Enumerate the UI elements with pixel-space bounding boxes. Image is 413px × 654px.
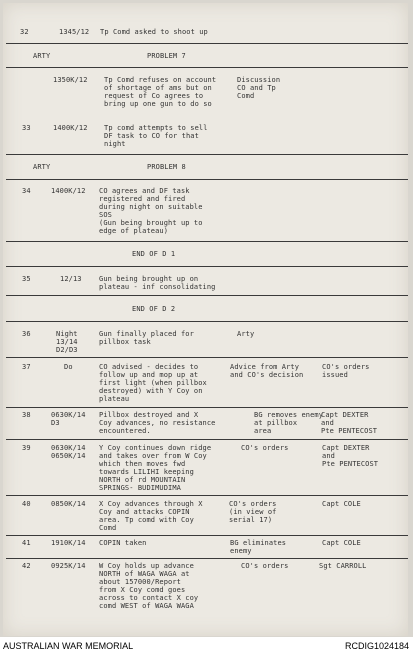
time-cell: 0630K/14 0650K/14 — [51, 444, 86, 460]
time-cell: 1345/12 — [59, 28, 90, 36]
time-cell: Night 13/14 D2/D3 — [56, 330, 78, 354]
event-cell: Gun finally placed for pillbox task — [99, 330, 194, 346]
serial-number: 39 — [22, 444, 31, 452]
end-marker: END OF D 2 — [132, 305, 176, 313]
serial-number: 38 — [22, 411, 31, 419]
action-cell: BG eliminates enemy — [230, 539, 287, 555]
serial-number: 35 — [22, 275, 31, 283]
serial-number: 36 — [22, 330, 31, 338]
event-cell: Gun being brought up on plateau - inf consolidating — [99, 275, 216, 291]
section-label: ARTY — [33, 163, 51, 171]
event-cell: Tp Comd asked to shoot up — [100, 28, 208, 36]
event-cell: X Coy advances through X Coy and attacks COPIN area. Tp comd with Coy Comd — [99, 500, 203, 532]
by-whom-cell: Capt DEXTER and Pte PENTECOST — [321, 411, 378, 435]
section-label: ARTY — [33, 52, 51, 60]
action-cell: CO's orders — [241, 562, 289, 570]
time-cell: 1910K/14 — [51, 539, 86, 547]
action-cell: Arty — [237, 330, 255, 338]
row-divider — [6, 495, 408, 496]
serial-number: 40 — [22, 500, 31, 508]
action-cell: Advice from Arty and CO's decision — [230, 363, 304, 379]
time-cell: 0925K/14 — [51, 562, 86, 570]
by-whom-cell: Capt COLE — [322, 539, 361, 547]
time-cell: 0630K/14 D3 — [51, 411, 86, 427]
serial-number: 41 — [22, 539, 31, 547]
by-whom-cell: Capt DEXTER and Pte PENTECOST — [322, 444, 379, 468]
end-marker: END OF D 1 — [132, 250, 176, 258]
serial-number: 34 — [22, 187, 31, 195]
by-whom-cell: Capt COLE — [322, 500, 361, 508]
time-cell: 0850K/14 — [51, 500, 86, 508]
event-cell: Tp Comd refuses on account of shortage of ams but on request of Co agrees to bring up one gun to do so — [104, 76, 217, 108]
row-divider — [6, 266, 408, 267]
event-cell: Pillbox destroyed and X Coy advances, no resistance encountered. — [99, 411, 216, 435]
event-cell: Tp comd attempts to sell DF task to CO for that night — [104, 124, 208, 148]
time-cell: 1350K/12 — [53, 76, 88, 84]
event-cell: CO advised - decides to follow up and mop up at first light (when pillbox destroyed) with Y Coy on plateau — [99, 363, 207, 403]
serial-number: 33 — [22, 124, 31, 132]
event-cell: Y Coy continues down ridge and takes over from W Coy which then moves fwd towards LILIHI keeping NORTH of rd MOUNTAIN SPRINGS- BUDIMUDIMA — [99, 444, 212, 492]
time-cell: Do — [64, 363, 73, 371]
row-divider — [6, 43, 408, 44]
document-page — [3, 3, 408, 636]
action-cell: BG removes enemy at pillbox area — [254, 411, 324, 435]
row-divider — [6, 179, 408, 180]
event-cell: W Coy holds up advance NORTH of WAGA WAGA at about 157000/Report from X Coy comd goes across to contact X coy comd WEST of WAGA WAGA — [99, 562, 199, 610]
row-divider — [6, 67, 408, 68]
serial-number: 42 — [22, 562, 31, 570]
row-divider — [6, 321, 408, 322]
action-cell: CO's orders (in view of serial 17) — [229, 500, 277, 524]
row-divider — [6, 535, 408, 536]
archive-footer — [0, 637, 413, 654]
archive-reference: RCDIG1024184 — [344, 641, 409, 651]
problem-heading: PROBLEM 7 — [147, 52, 186, 60]
time-cell: 1400K/12 — [51, 187, 86, 195]
row-divider — [6, 558, 408, 559]
archive-source-label: AUSTRALIAN WAR MEMORIAL — [3, 641, 134, 651]
row-divider — [6, 154, 408, 155]
time-cell: 1400K/12 — [53, 124, 88, 132]
time-cell: 12/13 — [60, 275, 82, 283]
by-whom-cell: Sgt CARROLL — [319, 562, 367, 570]
row-divider — [6, 241, 408, 242]
event-cell: CO agrees and DF task registered and fired during night on suitable SOS (Gun being brought up to edge of plateau) — [99, 187, 203, 235]
serial-number: 37 — [22, 363, 31, 371]
action-cell: CO's orders — [241, 444, 289, 452]
row-divider — [6, 295, 408, 296]
event-cell: COPIN taken — [99, 539, 147, 547]
action-cell: Discussion CO and Tp Comd — [237, 76, 281, 100]
row-divider — [6, 407, 408, 408]
by-whom-cell: CO's orders issued — [322, 363, 370, 379]
row-divider — [6, 357, 408, 358]
serial-number: 32 — [20, 28, 29, 36]
problem-heading: PROBLEM 8 — [147, 163, 186, 171]
row-divider — [6, 439, 408, 440]
